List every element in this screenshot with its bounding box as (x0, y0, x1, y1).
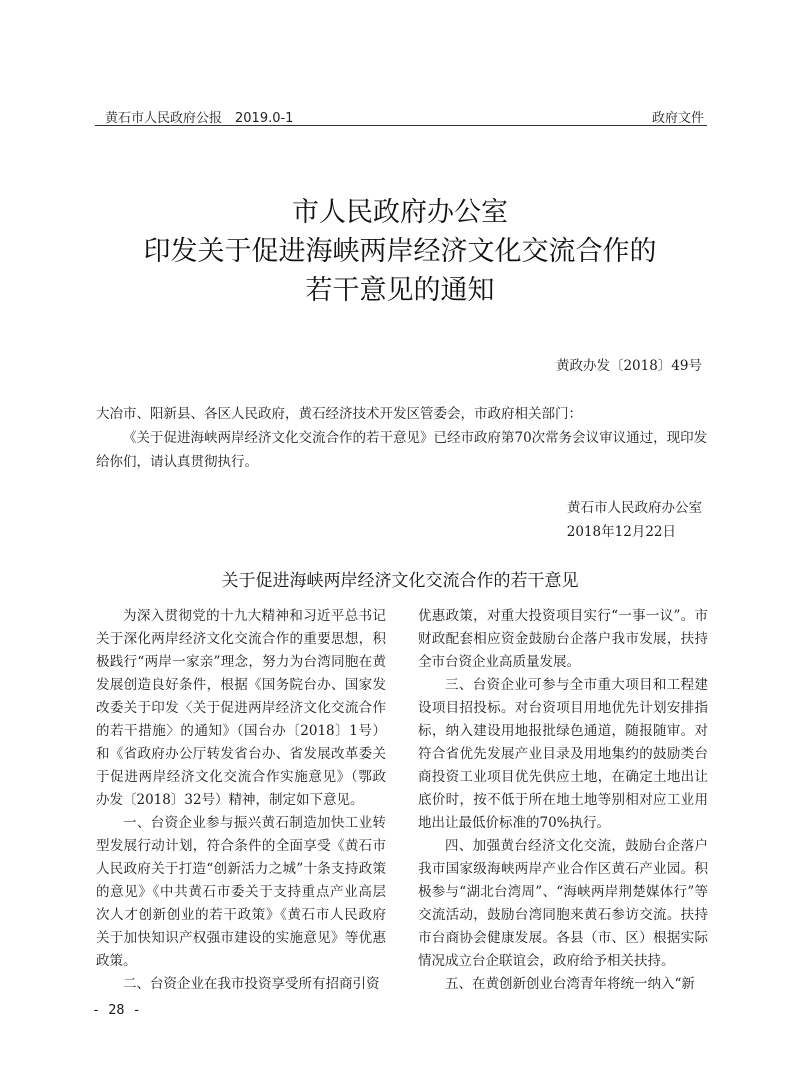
notice-recipients: 大冶市、阳新县、各区人民政府，黄石经济技术开发区管委会，市政府相关部门： (96, 406, 582, 422)
header-rule (95, 125, 707, 126)
header-section: 政府文件 (651, 111, 704, 126)
title-line-1: 市人民政府办公室 (292, 197, 508, 228)
page-number: - 28 - (92, 1002, 141, 1018)
right-column (418, 605, 708, 996)
opinion-title: 关于促进海峡两岸经济文化交流合作的若干意见 (221, 571, 579, 591)
header-publication: 黄石市人民政府公报 2019.0-1 (105, 111, 294, 126)
notice-signer: 黄石市人民政府办公室 (567, 500, 702, 516)
title-line-2: 印发关于促进海峡两岸经济文化交流合作的 (143, 236, 657, 267)
right-paragraph-2: 三、台资企业可参与全市重大项目和工程建设项目招投标。对台资项目用地优先计划安排指标，纳入建设用地报批绿色通道，随报随审。对符合省优先发展产业目录及用地集约的鼓励类台商投资工业项目优先供应土地，在确定土地出让底价时，按不低于所在地土地等别相对应工业用地出让最低价标准的70%执行。 (418, 677, 708, 831)
notice-date: 2018年12月22日 (566, 524, 676, 540)
right-paragraph-4: 五、在黄创新创业台湾青年将统一纳入“新 (445, 976, 695, 992)
left-column (96, 605, 386, 996)
notice-paragraph: 《关于促进海峡两岸经济文化交流合作的若干意见》已经市政府第70次常务会议审议通过，现印发给你们，请认真贯彻执行。 (96, 430, 708, 470)
left-paragraph-3: 二、台资企业在我市投资享受所有招商引资 (123, 976, 380, 992)
document-title (0, 193, 800, 310)
title-line-3: 若干意见的通知 (305, 275, 495, 306)
left-paragraph-2: 一、台资企业参与振兴黄石制造加快工业转型发展行动计划，符合条件的全面享受《黄石市人民政府关于打造“创新活力之城”十条支持政策的意见》《中共黄石市委关于支持重点产业高层次人才创新创业的若干政策》《黄石市人民政府关于加快知识产权强市建设的实施意见》等优惠政策。 (96, 815, 386, 969)
right-paragraph-1: 优惠政策，对重大投资项目实行“一事一议”。市财政配套相应资金鼓励台企落户我市发展，扶持全市台资企业高质量发展。 (418, 608, 708, 670)
right-paragraph-3: 四、加强黄台经济文化交流，鼓励台企落户我市国家级海峡两岸产业合作区黄石产业园。积极参与“湖北台湾周”、“海峡两岸荆楚媒体行”等交流活动，鼓励台湾同胞来黄石参访交流。扶持市台商协会健康发展。各县（市、区）根据实际情况成立台企联谊会，政府给予相关扶持。 (418, 838, 708, 969)
document-number: 黄政办发〔2018〕49号 (555, 358, 702, 374)
left-paragraph-1: 为深入贯彻党的十九大精神和习近平总书记关于深化两岸经济文化交流合作的重要思想，积极践行“两岸一家亲”理念，努力为台湾同胞在黄发展创造良好条件，根据《国务院台办、国家发改委关于印发〈关于促进两岸经济文化交流合作的若干措施〉的通知》（国台办〔2018〕1号）和《省政府办公厅转发省台办、省发展改革委关于促进两岸经济文化交流合作实施意见》（鄂政办发〔2018〕32号）精神，制定如下意见。 (96, 608, 386, 808)
